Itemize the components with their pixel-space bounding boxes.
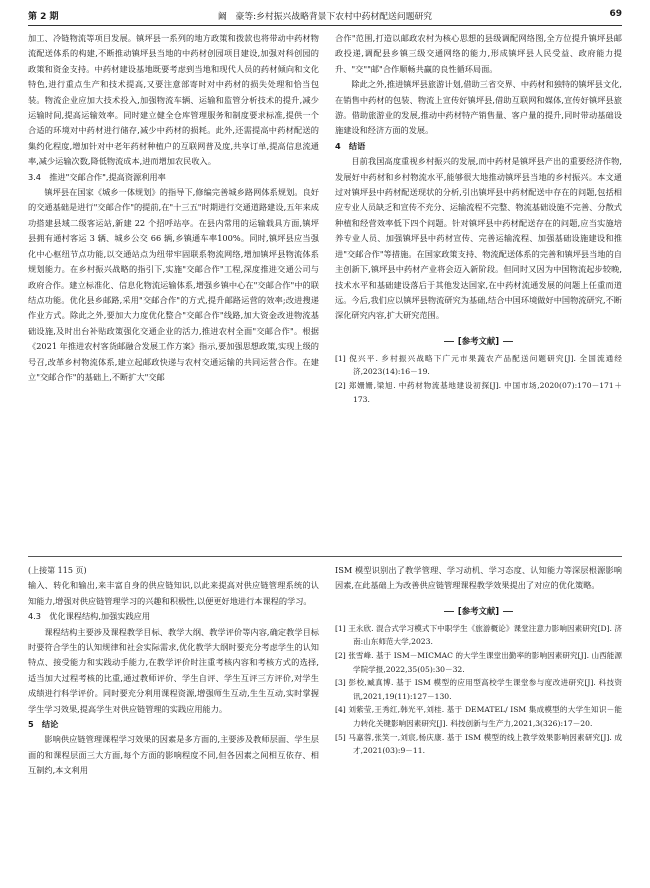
reference-item: [1] 王永欣. 混合式学习模式下中职学生《旅游概论》课堂注意力影响因素研究[D]. 济南:山东师范大学,2023.	[335, 623, 622, 647]
body-paragraph: 镇坪县在国家《城乡一体规划》的指导下,修编完善城乡路网体系规划。良好的交通基础是进行"交邮合作"的提前,在"十三五"时期进行交通道路建设,五年来成功搭建县域二级客运站,新建 22 个招呼站亭。在县内常用的运输载具方面,镇坪县拥有通村客运 3 辆、城乡公交 66 辆,乡镇通车率100%。同时,镇坪县应当强化中心枢纽节点功能,以交通站点为纽带牢固联系物流网络,增加镇坪县物流体系规划能力。在乡村振兴战略的指引下,实施"交邮合作"工程,深度推进交通公司与政府合作。建立标准化、信息化物流运输体系,增强乡镇中心在"交邮合作"中的联结点功能。优化县乡邮路,采用"交邮合作"的方式,提升邮路运营的效率;改进搜递作业方式。除此之外,要加大力度优化整合"交邮合作"线路,加大资金改进物流基础设施,及时出台补贴政策强化交通企业的活力,推进农村全面"交邮合作"。根据《2021 年推进农村客货邮融合发展工作方案》指示,要加强思想政策,实现上级的号召,改革乡村物流体系,建立起邮政快递与农村交通运输的共同运营合作。在建立"交邮合作"的基础上,不断扩大"交邮	[28, 187, 319, 382]
article-divider	[28, 556, 622, 557]
references-title: [参考文献]	[335, 334, 622, 348]
references-title: [参考文献]	[335, 604, 622, 618]
body-paragraph: ISM 模型识别出了教学管理、学习动机、学习态度、认知能力等深层根源影响因素,在此基础上为改善供应链管理课程教学效果提出了对应的优化策略。	[335, 565, 622, 591]
references-section	[335, 604, 622, 758]
reference-item: [2] 张雪峰. 基于 ISM－MICMAC 的大学生课堂出勤率的影响因素研究[J]. 山西能源学院学报,2022,35(05):30－32.	[335, 651, 622, 674]
article1-right-column	[335, 31, 622, 556]
article2-right-column	[335, 563, 622, 883]
reference-item: [1] 倪兴平. 乡村振兴战略下广元市果蔬农产品配送问题研究[J]. 全国流通经济,2023(14):16－19.	[335, 353, 622, 377]
body-paragraph: 课程结构主要涉及课程教学目标、教学大纲、教学评价等内容,确定教学目标时要符合学生的认知规律和社会实际需求,优化教学大纲时要充分考虑学生的认知特点、接受能力和实践动手能力,在教学评价时注重考核内容和考核方式的选择,适当加大过程考核的比重,通过教师评价、学生自评、学生互评三方评价,对学生成绩进行科学评价。同时要充分利用课程资源,增强师生互动,生生互动,实时掌握学生学习效果,提高学生对供应链管理的实践应用能力。	[28, 626, 319, 714]
reference-item: [2] 郑姗姗,梁旭. 中药材物流基地建设初探[J]. 中国市场,2020(07):170－171＋173.	[335, 380, 622, 404]
references-section	[335, 334, 622, 406]
subsection-heading: 4.3 优化课程结构,加强实践应用	[28, 611, 151, 622]
article2-left-column	[28, 563, 319, 883]
section-heading: 4 结语	[335, 140, 366, 151]
continued-note: (上接第 115 页)	[28, 566, 87, 575]
body-paragraph: 影响供应链管理课程学习效果的因素是多方面的,主要涉及教师层面、学生层面的和课程层面三大方面,每个方面的影响程度不同,但各因素之间相互依存、相互制约,本文利用	[28, 734, 319, 776]
body-paragraph: 合作"范围,打造以邮政农村为核心思想的县级调配网络图,全方位提升镇坪县邮政投递,调配县乡镇三级交通网络的能力,形成镇坪县人民受益、政府能力提升、"交""邮"合作顺畅共赢的良性循环局面。	[335, 33, 622, 74]
reference-item: [3] 彭校,臧真博. 基于 ISM 模型的应用型高校学生课堂参与度改进研究[J]. 科技资讯,2021,19(11):127－130.	[335, 678, 622, 701]
running-title: 阚 豪等:乡村振兴战略背景下农村中药材配送问题研究	[217, 12, 433, 22]
body-paragraph: 除此之外,推进镇坪县旅游计划,借助三省交界、中药材和独特的镇坪县文化,在销售中药材的包装、物流上宣传好镇坪县,借助互联网和媒体,宣传好镇坪县旅游。借助旅游业的发展,推动中药材特产销售量、客户量的提升,同时带动基础设施建设和经济方面的发展。	[335, 79, 622, 136]
body-paragraph: 加工、冷链物流等项目发展。镇坪县一系列的地方政策和拨款也将带动中药材物流配送体系的构建,不断推动镇坪县当地的中药材创园项目建设,加强对科创园的政策和资金支持。中药材建设基地既要考虑到当地和现代人员的药材倾向和文化特色,进行重点生产和技术提高,又要注意部寄时对中药材的损失处理和恰当包装。物流企业应加大技术投入,加强物流车辆、运输和监管分析技术的提升,减少运输时间,提高运输效率。同时建立健全仓库管理服务和制度要求标准,提供一个合适的环境对中药材进行储存,减少中药材的损耗。此外,还需提高中药材配送的集约化程度,增加针对中老年药材种植户的互联网普及度,共享订单,提高信息流通率,减少运输次数,降低物流成本,进而增加农民收入。	[28, 33, 319, 167]
body-paragraph: 输入、转化和输出,来丰富自身的供应链知识,以此来提高对供应链管理系统的认知能力,增强对供应链管理学习的兴趣和积极性,以便更好地进行本课程的学习。	[28, 580, 319, 606]
article1-left-column	[28, 31, 319, 556]
header-rule	[28, 25, 622, 26]
body-paragraph: 目前我国高度重视乡村振兴的发展,而中药材是镇坪县产出的重要经济作物,发展好中药材和乡村物流水平,能够很大地推动镇坪县当地的乡村振兴。本文通过对镇坪县中药材配送现状的分析,引出镇坪县中药材配送中存在的问题,包括相应专业人员缺乏和宣传不充分、运输流程不完整、物流基础设施不完善、分散式种植和经营效率低下四个问题。针对镇坪县中药材配送存在的问题,应当实施培养专业人员、加强镇坪县中药材宣传、完善运输流程、加强基础设施建设和推进"交邮合作"等措施。在国家政策支持、物流配送体系的完善和镇坪县当地的自主创新下,镇坪县中药材产业将会迈入新阶段。但同时又因为中国物流起步较晚,技术水平和基础建设落后于其他发达国家,在中药材流通发展的问题上任重而道远。今后,我们应以镇坪县物流研究为基础,结合中国环境做好中国物流研究,不断深化研究内容,扩大研究范围。	[335, 156, 622, 321]
page-header	[28, 0, 622, 30]
issue-number: 第 2 期	[28, 12, 59, 22]
section-heading: 5 结论	[28, 719, 59, 730]
reference-item: [5] 马嘉蓉,张笑一,刘宸,杨庆康. 基于 ISM 模型的线上教学效果影响因素研究[J]. 成才,2021(03):9－11.	[335, 732, 622, 756]
reference-item: [4] 刘紫莹,王秀红,韩光平,刘桂. 基于 DEMATEL/ ISM 集成模型的大学生知识－能力转化关键影响因素研究[J]. 科技创新与生产力,2021,3(326):17－20.	[335, 705, 622, 728]
subsection-heading: 3.4 推进"交邮合作",提高资源利用率	[28, 171, 166, 182]
page-number: 69	[609, 9, 622, 19]
